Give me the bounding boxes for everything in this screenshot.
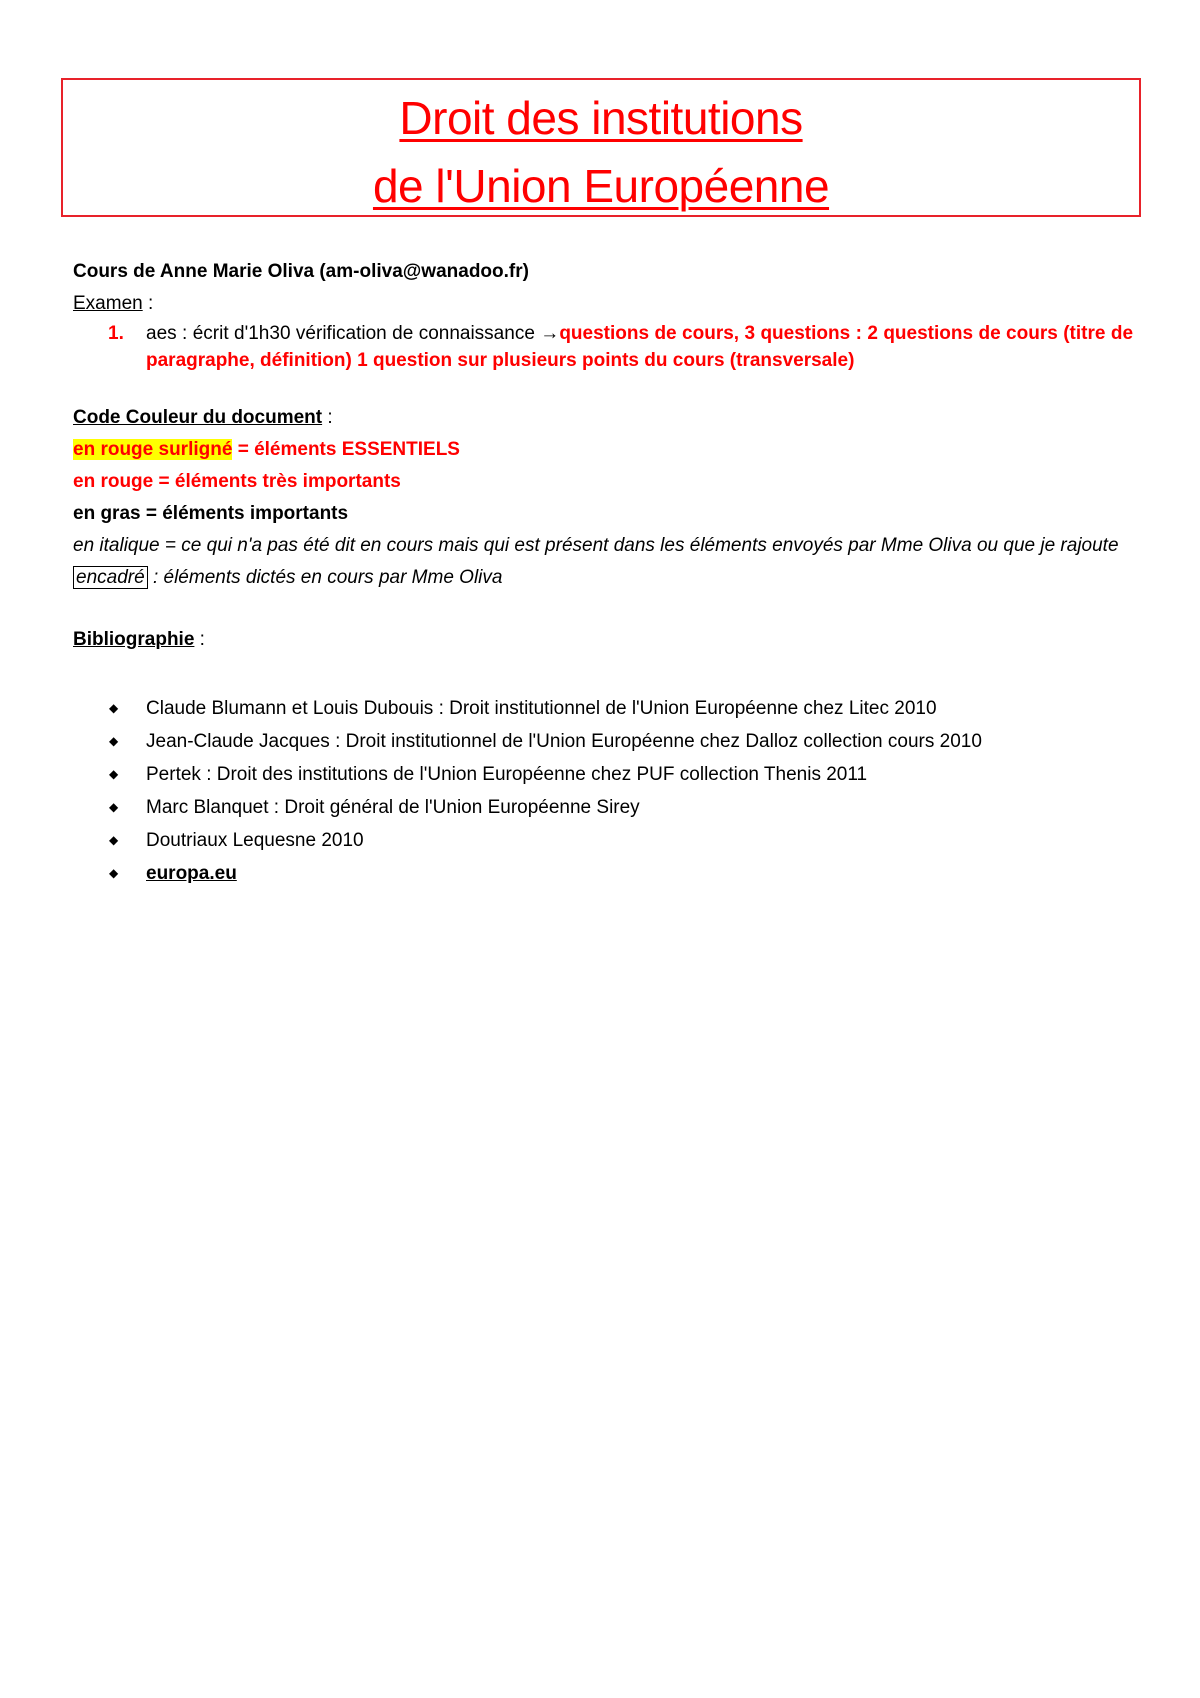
bibliography-item: [73, 692, 1133, 725]
legend-essential: [73, 434, 1133, 466]
bibliography-item-text: Doutriaux Lequesne 2010: [146, 830, 364, 851]
color-code-heading: [73, 402, 1133, 434]
bibliography-item: [73, 791, 1133, 824]
bibliography-item-text: Marc Blanquet : Droit général de l'Union Européenne Sirey: [146, 797, 640, 818]
bibliography-item-link: [73, 857, 1133, 890]
bibliography-list: [73, 692, 1133, 890]
bibliography-item-text: Pertek : Droit des institutions de l'Union Européenne chez PUF collection Thenis 2011: [146, 764, 868, 785]
diamond-bullet-icon: ◆: [109, 734, 119, 748]
legend-important: en gras = éléments importants: [73, 503, 349, 524]
diamond-bullet-icon: ◆: [109, 833, 119, 847]
legend-framed-rest: : éléments dictés en cours par Mme Oliva: [147, 567, 503, 588]
exam-list-item: [73, 320, 1133, 374]
diamond-bullet-icon: ◆: [109, 866, 119, 880]
course-author-line: Cours de Anne Marie Oliva (am-oliva@wanadoo.fr): [73, 261, 529, 282]
legend-framed-word: encadré: [73, 566, 148, 589]
exam-suffix: :: [142, 293, 154, 314]
color-code-title: Code Couleur du document: [73, 407, 323, 428]
bibliography-item-text: Jean-Claude Jacques : Droit institutionnel de l'Union Européenne chez Dalloz collection cours 2010: [146, 731, 982, 752]
title-frame: [61, 78, 1141, 217]
legend-italic-note: en italique = ce qui n'a pas été dit en cours mais qui est présent dans les éléments envoyés par Mme Oliva ou que je rajoute: [73, 535, 1119, 556]
title-line-1: Droit des institutions: [399, 92, 803, 144]
color-code-suffix: :: [322, 407, 333, 428]
exam-item-red-text: questions de cours, 3 questions : 2 questions de cours (titre de paragraphe, définition) 1 question sur plusieurs points du cours (transversale): [146, 323, 1134, 371]
bibliography-item-text: Claude Blumann et Louis Dubouis : Droit institutionnel de l'Union Européenne chez Litec 2010: [146, 698, 937, 719]
bibliography-suffix: :: [194, 629, 205, 650]
exam-item-text: aes : écrit d'1h30 vérification de connaissance →: [146, 323, 560, 344]
diamond-bullet-icon: ◆: [109, 767, 119, 781]
legend-essential-rest: = éléments ESSENTIELS: [232, 439, 460, 460]
bibliography-item: [73, 725, 1133, 758]
exam-item-number: 1.: [108, 323, 124, 344]
exam-heading: [73, 288, 1133, 320]
bibliography-item: [73, 824, 1133, 857]
legend-essential-highlight: en rouge surligné: [73, 439, 233, 460]
diamond-bullet-icon: ◆: [109, 800, 119, 814]
bibliography-heading: [73, 624, 1133, 656]
document-body: [73, 256, 1133, 890]
legend-very-important: en rouge = éléments très importants: [73, 471, 401, 492]
legend-framed: [73, 562, 1133, 594]
diamond-bullet-icon: ◆: [109, 701, 119, 715]
exam-label: Examen: [73, 293, 143, 314]
bibliography-item: [73, 758, 1133, 791]
europa-link[interactable]: europa.eu: [146, 863, 237, 884]
title-line-2: de l'Union Européenne: [372, 160, 830, 212]
bibliography-title: Bibliographie: [73, 629, 195, 650]
